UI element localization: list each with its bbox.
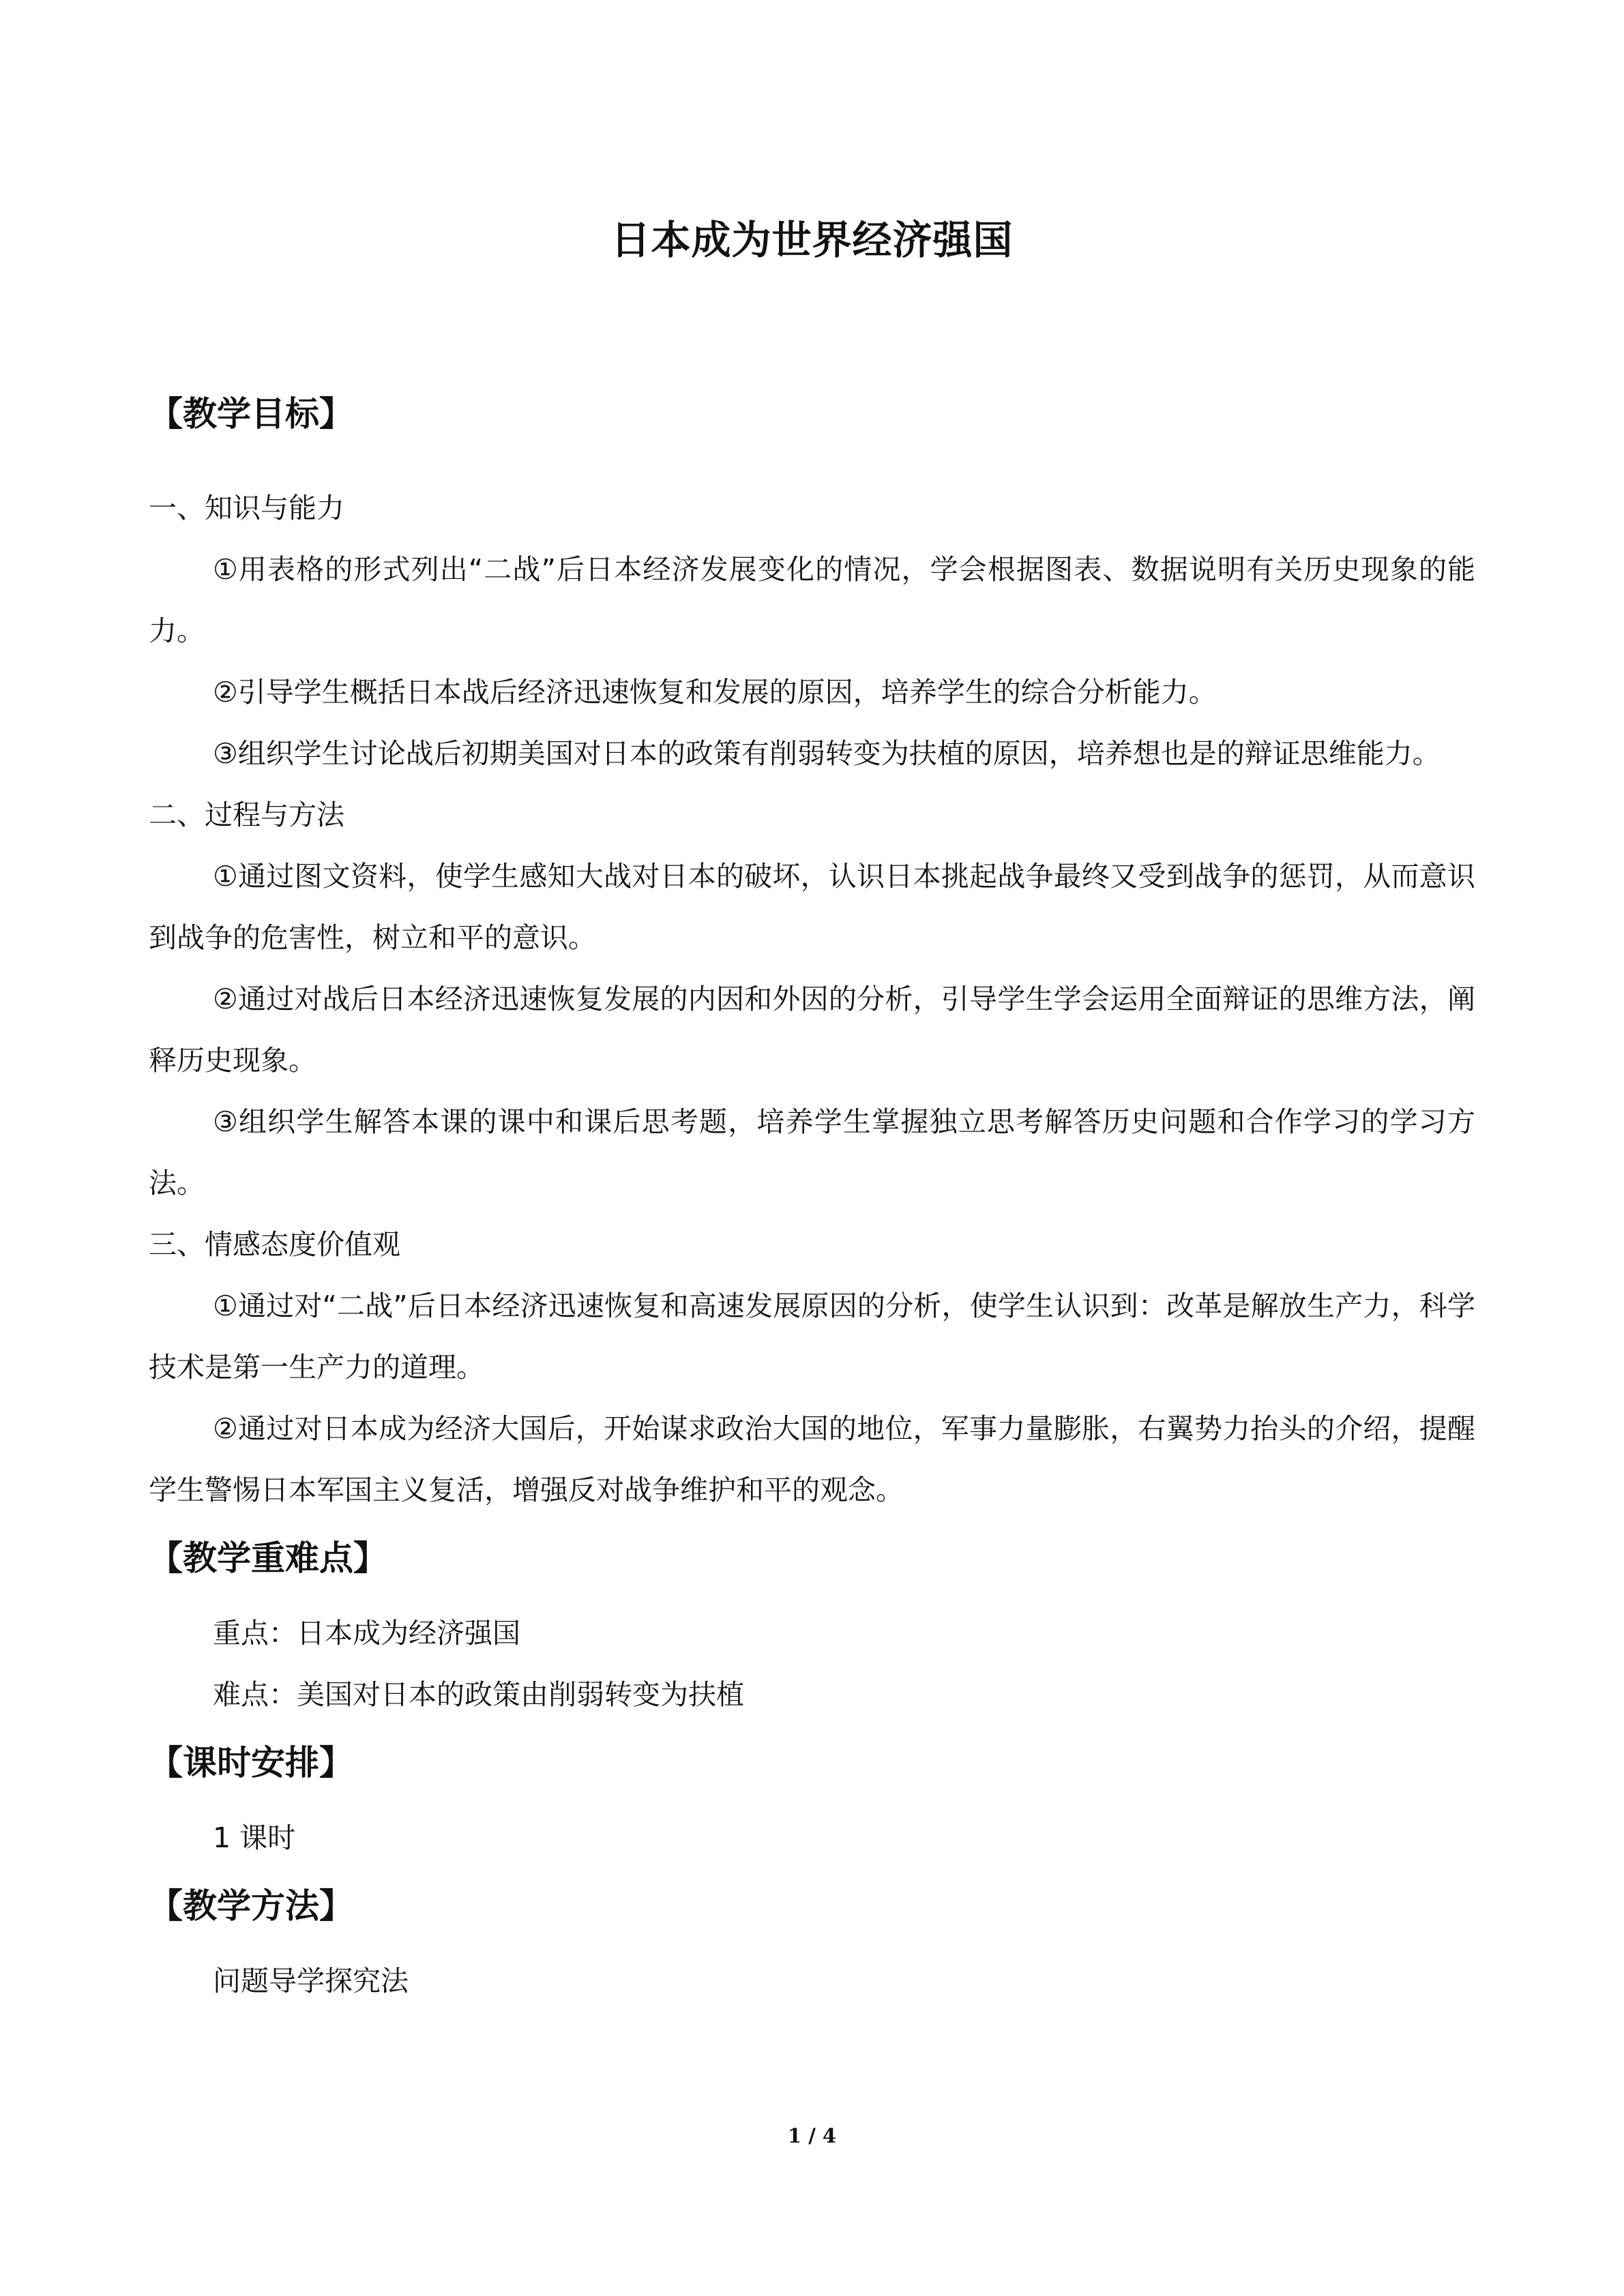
subheading-knowledge: 一、知识与能力 <box>149 492 344 524</box>
knowledge-item-1: ①用表格的形式列出“二战”后日本经济发展变化的情况，学会根据图表、数据说明有关历史现象的能力。 <box>149 553 1475 647</box>
values-item-2: ②通过对日本成为经济大国后，开始谋求政治大国的地位，军事力量膨胀，右翼势力抬头的介绍，提醒学生警惕日本军国主义复活，增强反对战争维护和平的观念。 <box>149 1412 1475 1506</box>
knowledge-item-3: ③组织学生讨论战后初期美国对日本的政策有削弱转变为扶植的原因，培养想也是的辩证思维能力。 <box>213 737 1441 770</box>
process-item-3: ③组织学生解答本课的课中和课后思考题，培养学生掌握独立思考解答历史问题和合作学习的学习方法。 <box>149 1105 1475 1199</box>
section-heading-schedule: 【课时安排】 <box>149 1743 353 1783</box>
key-focus-text: 重点：日本成为经济强国 <box>213 1617 520 1650</box>
section-heading-key-points: 【教学重难点】 <box>149 1538 387 1578</box>
schedule-text: 1 课时 <box>213 1821 296 1854</box>
section-heading-method: 【教学方法】 <box>149 1886 353 1926</box>
process-item-2: ②通过对战后日本经济迅速恢复发展的内因和外因的分析，引导学生学会运用全面辩证的思维方法，阐释历史现象。 <box>149 983 1475 1077</box>
subheading-values: 三、情感态度价值观 <box>149 1228 400 1261</box>
document-title: 日本成为世界经济强国 <box>610 217 1014 263</box>
page-number: 1 / 4 <box>787 2124 837 2147</box>
subheading-process: 二、过程与方法 <box>149 799 344 831</box>
key-difficulty-text: 难点：美国对日本的政策由削弱转变为扶植 <box>213 1678 744 1711</box>
method-text: 问题导学探究法 <box>213 1965 409 1997</box>
process-item-1: ①通过图文资料，使学生感知大战对日本的破坏，认识日本挑起战争最终又受到战争的惩罚，从而意识到战争的危害性，树立和平的意识。 <box>149 860 1475 954</box>
knowledge-item-2: ②引导学生概括日本战后经济迅速恢复和发展的原因，培养学生的综合分析能力。 <box>213 676 1217 709</box>
section-heading-objectives: 【教学目标】 <box>149 394 353 434</box>
values-item-1: ①通过对“二战”后日本经济迅速恢复和高速发展原因的分析，使学生认识到：改革是解放生产力，科学技术是第一生产力的道理。 <box>149 1289 1475 1384</box>
document-body <box>149 383 1475 2012</box>
